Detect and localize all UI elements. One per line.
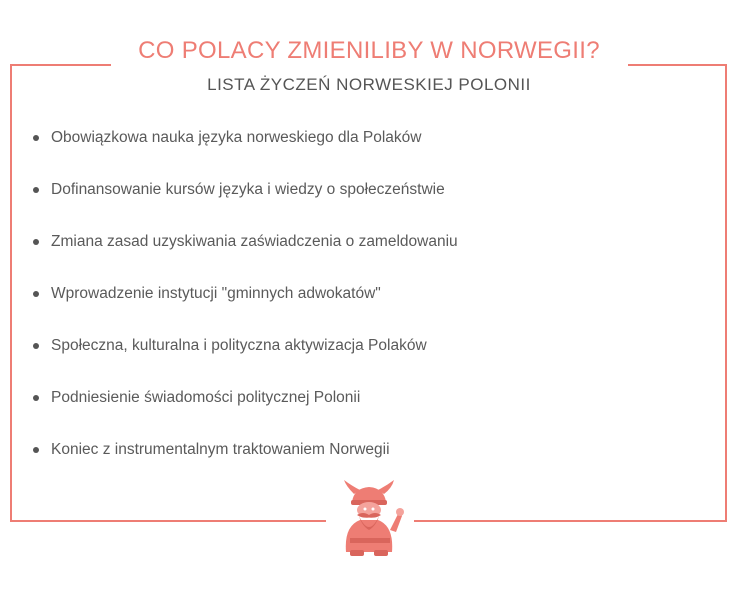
page-title: CO POLACY ZMIENILIBY W NORWEGII? xyxy=(138,37,600,64)
list-item xyxy=(33,334,458,386)
list-item xyxy=(33,386,458,438)
frame-right-line xyxy=(725,64,727,522)
wish-text: Dofinansowanie kursów języka i wiedzy o społeczeństwie xyxy=(51,181,445,198)
frame-left-line xyxy=(10,64,12,522)
bullet-dot-icon xyxy=(33,291,39,297)
bullet-dot-icon xyxy=(33,239,39,245)
wish-list xyxy=(33,126,458,490)
list-item xyxy=(33,126,458,178)
wish-text: Wprowadzenie instytucji "gminnych adwokatów" xyxy=(51,285,381,302)
wish-text: Obowiązkowa nauka języka norweskiego dla Polaków xyxy=(51,129,422,146)
bullet-dot-icon xyxy=(33,135,39,141)
wish-text: Zmiana zasad uzyskiwania zaświadczenia o zameldowaniu xyxy=(51,233,458,250)
frame-bottom-right-line xyxy=(414,520,727,522)
list-item xyxy=(33,282,458,334)
bullet-dot-icon xyxy=(33,187,39,193)
bullet-dot-icon xyxy=(33,343,39,349)
bullet-dot-icon xyxy=(33,447,39,453)
wish-text: Koniec z instrumentalnym traktowaniem Norwegii xyxy=(51,441,390,458)
wish-text: Podniesienie świadomości politycznej Polonii xyxy=(51,389,361,406)
frame-bottom-left-line xyxy=(10,520,326,522)
page-subtitle: LISTA ŻYCZEŃ NORWESKIEJ POLONII xyxy=(207,75,531,94)
viking-mascot-icon xyxy=(332,478,408,558)
bullet-dot-icon xyxy=(33,395,39,401)
wish-text: Społeczna, kulturalna i polityczna aktywizacja Polaków xyxy=(51,337,427,354)
list-item xyxy=(33,230,458,282)
list-item xyxy=(33,178,458,230)
